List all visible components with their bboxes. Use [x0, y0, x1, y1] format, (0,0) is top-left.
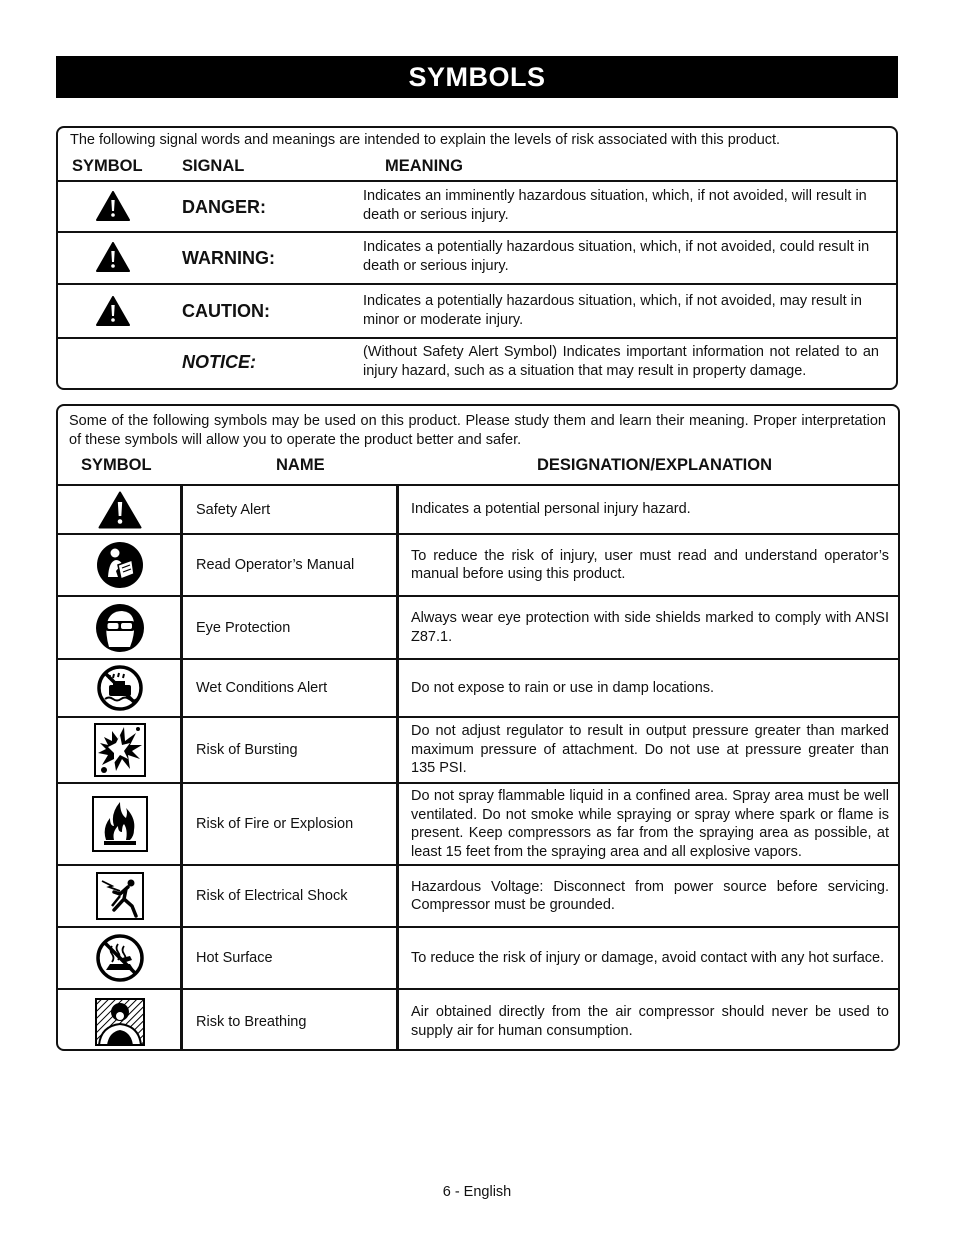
symbol-explanation: Hazardous Voltage: Disconnect from power source before servicing. Compressor must be grounded.	[411, 878, 889, 913]
signal-word: DANGER:	[182, 197, 266, 217]
safety-alert-icon	[98, 491, 142, 529]
symbol-explanation: Air obtained directly from the air compressor should never be used to supply air for human consumption.	[411, 1004, 889, 1039]
symbol-row	[58, 484, 898, 533]
signal-word: CAUTION:	[182, 301, 270, 321]
symbol-explanation: Always wear eye protection with side shields marked to comply with ANSI Z87.1.	[411, 610, 889, 645]
symbol-explanation: Do not spray flammable liquid in a confined area. Spray area must be well ventilated. Do not smoke while spraying or spray where spark or flame is present. Keep compressors as far from the spraying area as possible, at least 15 feet from the spraying area and all explosive vapors.	[411, 788, 889, 860]
symbol-row	[58, 595, 898, 658]
fire-icon	[92, 796, 148, 852]
symbol-name: Hot Surface	[196, 950, 273, 966]
read-manual-icon	[96, 541, 144, 589]
symbol-row	[58, 864, 898, 926]
header-signal: SIGNAL	[182, 157, 245, 175]
symbols-table	[56, 404, 900, 1051]
signal-row-warning	[58, 231, 896, 283]
bursting-icon	[94, 723, 146, 777]
electrical-shock-icon	[96, 872, 144, 920]
symbol-row	[58, 988, 898, 1051]
symbol-explanation: Do not adjust regulator to result in output pressure greater than marked maximum pressure of attachment. Do not use at pressure greater than 135 PSI.	[411, 723, 889, 777]
alert-triangle-icon	[96, 191, 130, 221]
symbol-name: Wet Conditions Alert	[196, 680, 328, 696]
symbols-table-header	[58, 450, 898, 480]
signal-meaning: Indicates an imminently hazardous situation, which, if not avoided, will result in death or serious injury.	[363, 188, 867, 223]
signal-table-header	[58, 150, 896, 177]
page-footer: 6 - English	[442, 1184, 512, 1200]
hot-surface-icon	[96, 934, 144, 982]
symbol-name: Safety Alert	[196, 501, 271, 518]
header-symbol: SYMBOL	[72, 157, 143, 175]
symbols-intro: Some of the following symbols may be used on this product. Please study them and learn their meaning. Proper interpretation of these symbols will allow you to operate the product better and safer.	[69, 413, 886, 448]
header-explanation: DESIGNATION/EXPLANATION	[537, 456, 772, 474]
eye-protection-icon	[95, 603, 145, 653]
wet-conditions-icon	[97, 665, 143, 711]
signal-meaning: Indicates a potentially hazardous situation, which, if not avoided, may result in minor or moderate injury.	[363, 293, 862, 328]
header-symbol: SYMBOL	[81, 456, 152, 474]
header-name: NAME	[276, 456, 325, 474]
symbol-row	[58, 658, 898, 716]
header-meaning: MEANING	[385, 157, 463, 175]
signal-word: NOTICE:	[182, 352, 256, 372]
symbol-explanation: Indicates a potential personal injury hazard.	[411, 501, 691, 518]
signal-row-notice	[58, 337, 896, 390]
symbol-explanation: To reduce the risk of injury or damage, avoid contact with any hot surface.	[411, 949, 885, 966]
symbol-name: Risk of Bursting	[196, 742, 298, 758]
signal-meaning: (Without Safety Alert Symbol) Indicates important information not related to an injury hazard, such as a situation that may result in property damage.	[363, 344, 879, 379]
page-title: SYMBOLS	[56, 56, 898, 98]
symbol-name: Read Operator’s Manual	[196, 557, 355, 573]
alert-triangle-icon	[96, 296, 130, 326]
symbol-row	[58, 716, 898, 782]
signal-words-table	[56, 126, 898, 390]
breathing-icon	[95, 998, 145, 1046]
signal-row-danger	[58, 180, 896, 231]
symbol-row	[58, 782, 898, 864]
symbol-explanation: To reduce the risk of injury, user must read and understand operator’s manual before using this product.	[411, 547, 889, 582]
symbol-explanation: Do not expose to rain or use in damp locations.	[411, 679, 715, 696]
symbol-name: Eye Protection	[196, 619, 291, 636]
signal-row-caution	[58, 283, 896, 337]
symbol-name: Risk to Breathing	[196, 1013, 307, 1030]
signal-word: WARNING:	[182, 248, 275, 268]
symbol-row	[58, 926, 898, 988]
symbol-name: Risk of Electrical Shock	[196, 888, 348, 904]
signal-intro: The following signal words and meanings are intended to explain the levels of risk associated with this product.	[70, 132, 781, 148]
symbol-row	[58, 533, 898, 595]
signal-meaning: Indicates a potentially hazardous situation, which, if not avoided, could result in death or serious injury.	[363, 239, 870, 274]
symbol-name: Risk of Fire or Explosion	[196, 816, 354, 832]
alert-triangle-icon	[96, 242, 130, 272]
